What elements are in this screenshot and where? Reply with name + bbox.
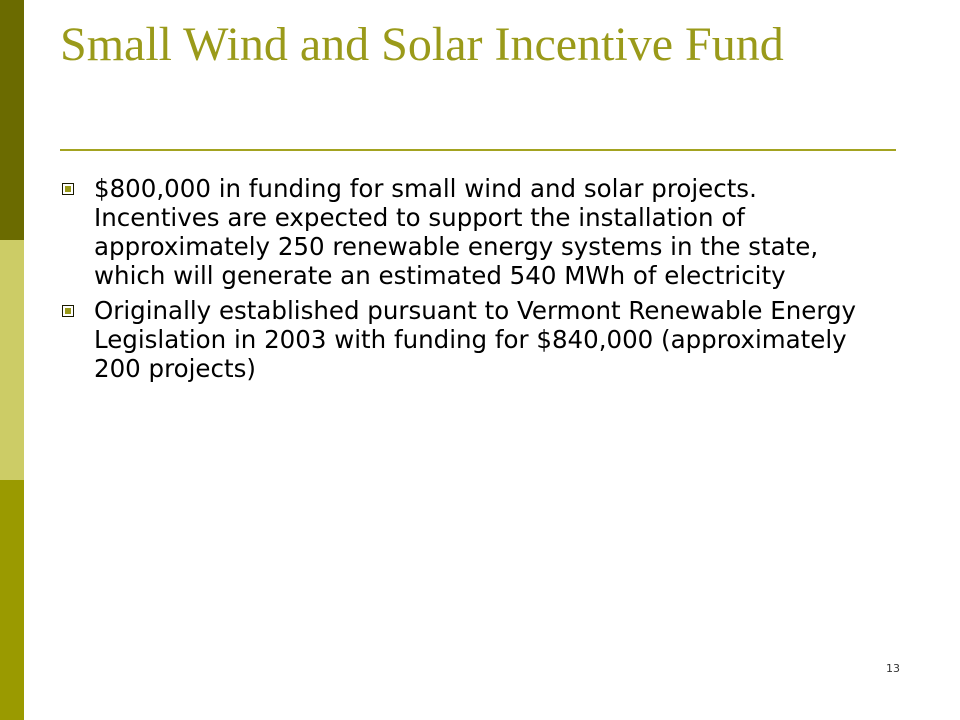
bullet-item xyxy=(60,174,890,290)
slide-title: Small Wind and Solar Incentive Fund xyxy=(60,18,784,71)
square-bullet-icon xyxy=(62,183,74,195)
sidebar-band-bottom xyxy=(0,480,24,720)
bullet-text: Originally established pursuant to Vermont Renewable Energy Legislation in 2003 with funding for $840,000 (approximately 200 projects) xyxy=(94,296,857,383)
square-bullet-icon xyxy=(62,305,74,317)
sidebar-band-top xyxy=(0,0,24,240)
bullet-item xyxy=(60,296,890,383)
title-divider xyxy=(60,149,896,151)
page-number: 13 xyxy=(886,662,900,675)
sidebar-band-middle xyxy=(0,240,24,480)
bullet-text: $800,000 in funding for small wind and solar projects. Incentives are expected to support the installation of approximately 250 renewable energy systems in the state, which will generate an estimated 540 MWh of electricity xyxy=(94,174,819,290)
bullet-list xyxy=(60,174,890,389)
